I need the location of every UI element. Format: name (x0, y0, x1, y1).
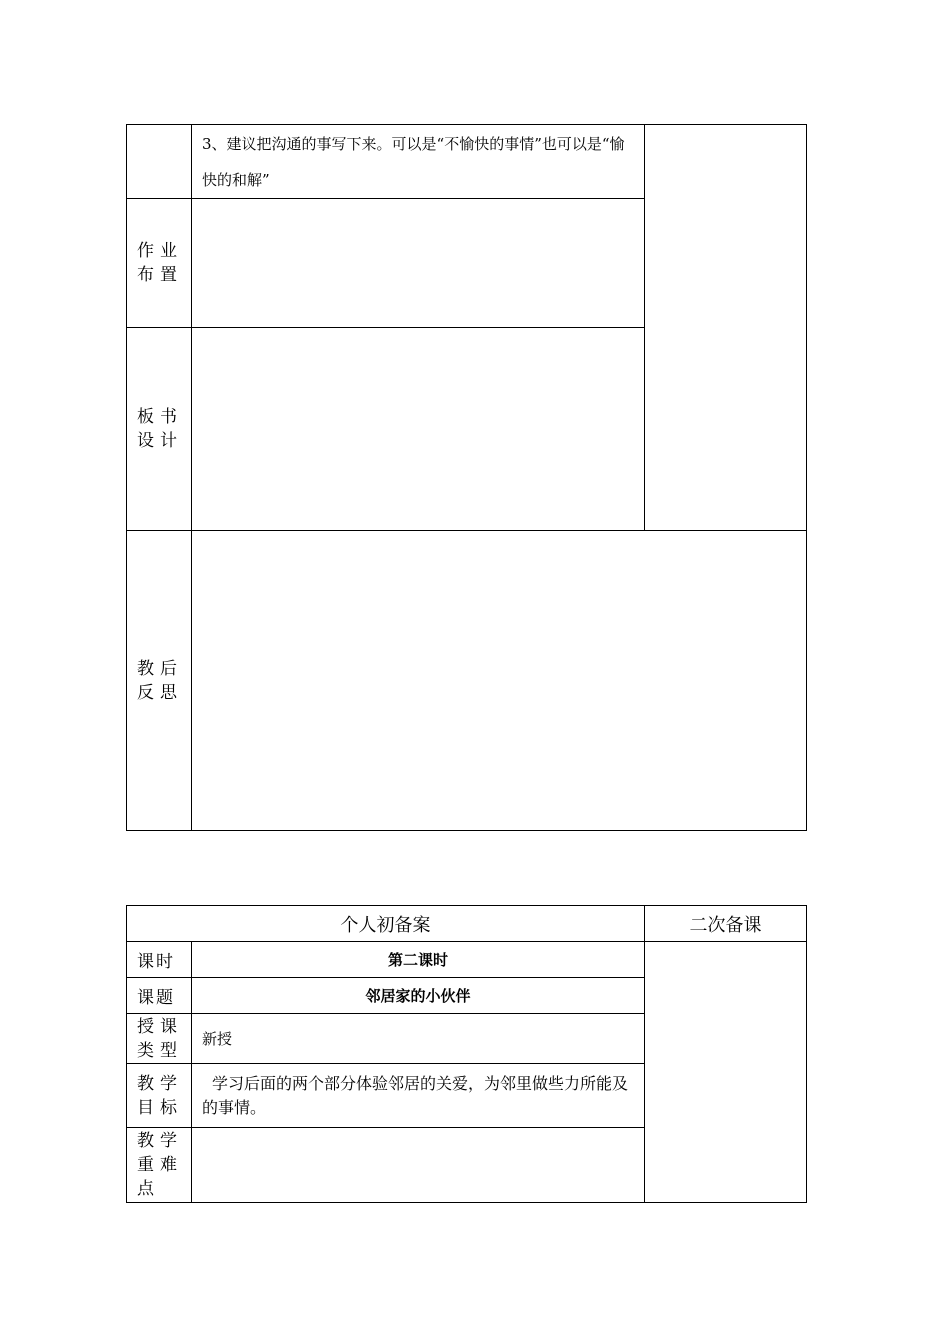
topic-label: 课题 (127, 978, 192, 1014)
teaching-goal-label: 教学目标 (127, 1064, 192, 1128)
lesson-type-label: 授课类型 (127, 1014, 192, 1064)
key-points-value[interactable] (192, 1128, 645, 1203)
period-value: 第二课时 (192, 942, 645, 978)
teaching-goal-value: 学习后面的两个部分体验邻居的关爱，为邻里做些力所能及的事情。 (192, 1064, 645, 1128)
step3-cell (192, 125, 645, 199)
second-prep-content (645, 942, 807, 1203)
header-second-prep: 二次备课 (645, 906, 807, 942)
board-design-content[interactable] (192, 328, 645, 531)
lesson-type-value: 新授 (192, 1014, 645, 1064)
lesson-plan-table-continued (126, 124, 807, 831)
reflection-content[interactable] (192, 531, 807, 831)
reflection-label: 教后反思 (127, 531, 192, 831)
lesson-plan-table (126, 905, 807, 1203)
key-points-label: 教学重难点 (127, 1128, 192, 1203)
board-design-label: 板书设计 (127, 328, 192, 531)
second-prep-column (645, 125, 807, 531)
homework-label: 作业布置 (127, 199, 192, 328)
header-personal-plan: 个人初备案 (127, 906, 645, 942)
step3-text: 3、建议把沟通的事写下来。可以是“不愉快的事情”也可以是“愉快的和解” (202, 135, 625, 189)
period-label: 课时 (127, 942, 192, 978)
topic-value: 邻居家的小伙伴 (192, 978, 645, 1014)
empty-label-cell (127, 125, 192, 199)
homework-content[interactable] (192, 199, 645, 328)
